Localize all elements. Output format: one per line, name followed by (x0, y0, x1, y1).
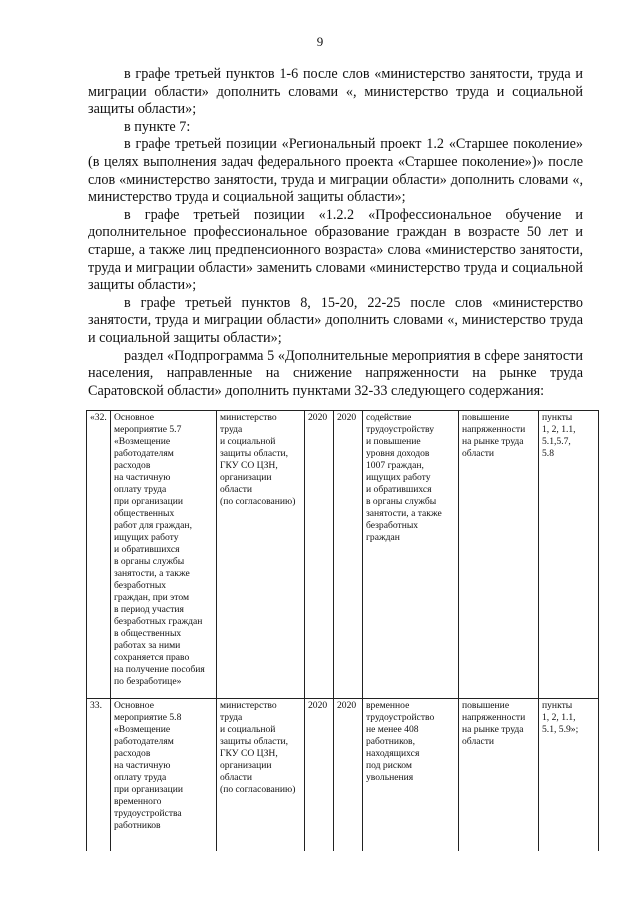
paragraph: в графе третьей пунктов 8, 15-20, 22-25 после слов «министерство занятости, труда и миграции области» дополнить словами «, министерство труда и социальной защиты области»; (88, 294, 583, 346)
paragraph: в графе третьей позиции «Региональный проект 1.2 «Старшее поколение» (в целях выполнения задач федерального проекта «Старшее поколение»)» после слов «министерство занятости, труда и миграции области» дополнить словами «, министерство труда и социальной защиты области»; (88, 136, 583, 206)
paragraph: раздел «Подпрограмма 5 «Дополнительные мероприятия в сфере занятости населения, направленные на снижение напряженности на рынке труда Саратовской области» дополнить пунктами 32-33 следующего содержания: (88, 347, 583, 399)
cell-number: «32. (87, 411, 111, 699)
table-row (87, 411, 599, 699)
cell-measure-name: Основное мероприятие 5.8 «Возмещение работодателям расходов на частичную оплату труда при организации временного трудоустройства работников (111, 699, 217, 852)
cell-result: временное трудоустройство не менее 408 работников, находящихся под риском увольнения (363, 699, 459, 852)
cell-indicator: повышение напряженности на рынке труда области (459, 411, 539, 699)
cell-number: 33. (87, 699, 111, 852)
paragraph: в графе третьей пунктов 1-6 после слов «министерство занятости, труда и миграции области» дополнить словами «, министерство труда и социальной защиты области»; (88, 66, 583, 118)
cell-measure-name: Основное мероприятие 5.7 «Возмещение работодателям расходов на частичную оплату труда при организации общественных работ для граждан, ищущих работу и обратившихся в органы службы занятости, а также безработных граждан, при этом в период участия безработных граждан в общественных работах за ними сохраняется право на получение пособия по безработице» (111, 411, 217, 699)
cell-year-start: 2020 (305, 411, 334, 699)
page-number: 9 (316, 34, 324, 49)
cell-year-end: 2020 (334, 411, 363, 699)
cell-result: содействие трудоустройству и повышение уровня доходов 1007 граждан, ищущих работу и обратившихся в органы службы занятости, а также безработных граждан (363, 411, 459, 699)
cell-executor: министерство труда и социальной защиты области, ГКУ СО ЦЗН, организации области (по согласованию) (217, 699, 305, 852)
table-row (87, 699, 599, 852)
cell-year-start: 2020 (305, 699, 334, 852)
body-text (88, 66, 583, 400)
cell-year-end: 2020 (334, 699, 363, 852)
cell-indicator: повышение напряженности на рынке труда области (459, 699, 539, 852)
measures-table (86, 410, 598, 851)
paragraph: в графе третьей позиции «1.2.2 «Профессиональное обучение и дополнительное профессиональное образование граждан в возрасте 50 лет и старше, а также лиц предпенсионного возраста» слова «министерство занятости, труда и миграции области» заменить словами «министерство труда и социальной защиты области»; (88, 206, 583, 294)
paragraph: в пункте 7: (124, 118, 191, 135)
cell-link: пункты 1, 2, 1.1, 5.1,5.7, 5.8 (539, 411, 599, 699)
cell-executor: министерство труда и социальной защиты области, ГКУ СО ЦЗН, организации области (по согласованию) (217, 411, 305, 699)
cell-link: пункты 1, 2, 1.1, 5.1, 5.9»; (539, 699, 599, 852)
